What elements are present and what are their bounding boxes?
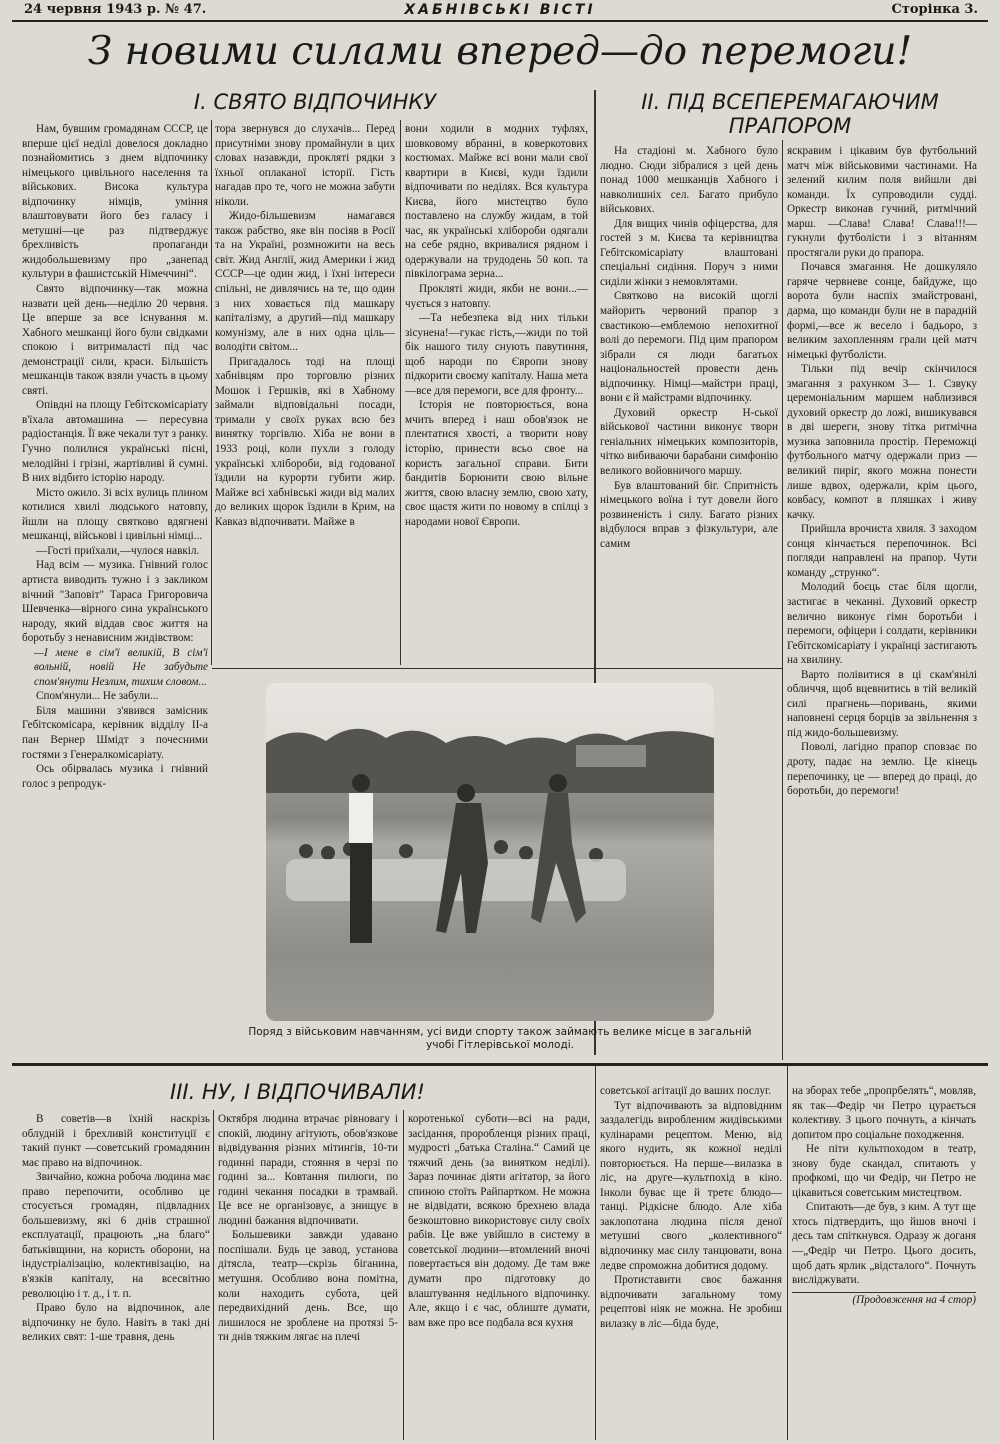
paragraph: На стадіоні м. Хабного було людно. Сюди зібралися з цей день понад 1000 мешканців Хабного і навколишніх сел. Багато прибуло військових. (600, 145, 778, 216)
section-2-column-1 (600, 144, 778, 664)
paragraph: советської агітації до ваших послуг. (600, 1085, 772, 1097)
paragraph: Протиставити своє бажання відпочивати загальному тому рецептові ніяк не можна. Не зробиш вилазку в ліс—біда буде, (600, 1274, 782, 1330)
paragraph: —Та небезпека від них тільки зісунена!—гукає гість,—жиди по той бік нашого тилу снують павутиння, щоб народи по Європи знову підкорити своєму капіталу. Наша мета—все для перемоги, все для фронту... (405, 312, 588, 397)
paragraph: Право було на відпочинок, але відпочинку не було. Навіть в такі дні великих свят: 1-ше травня, день (22, 1302, 210, 1344)
paragraph: Над всім — музика. Гнівний голос артиста виводить тужно і з закликом вічний "Заповіт" Тараса Григоровича Шевченка—вірного сина українського народу, який віддав своє життя на боротьбу з ненависним жидівством: (22, 559, 208, 645)
continuation-note: (Продовження на 4 стор) (792, 1292, 976, 1308)
section-3-column-4 (600, 1084, 782, 1438)
photo-caption: Поряд з військовим навчанням, усі види спорту також займають велике місце в загальній учобі Гітлерівської молоді. (248, 1026, 752, 1051)
issue-date: 24 червня 1943 р. № 47. (24, 2, 207, 17)
section-1-title: І. СВЯТО ВІДПОЧИНКУ (193, 90, 437, 114)
section-1-column-1 (22, 122, 208, 1056)
paragraph: В советів—в їхній наскрізь облудній і брехливій конституції є такий пункт —советський громадянин має право на відпочинок. (22, 1113, 210, 1169)
paragraph: Тільки під вечір скінчилося змагання з рахунком 3— 1. Сзвуку церемоніальним маршем наблизився духовий оркестр до ложі, вишикувався в дві шереги, знову тітка ритмічна музика заповнила простір. Переможці футбольного матчу одержали приз — великий пиріг, якого можна понести лише вдвох, одержали, крім цього, ковбасу, компот в пляшках і живу качку. (787, 363, 977, 521)
paragraph: Поволі, лагідно прапор сповзає по дроту, падає на землю. Це кінець перепочинку, це — вперед до праці, до боротьби, до перемоги! (787, 741, 977, 798)
paragraph: Для вищих чинів офіцерства, для гостей з м. Києва та керівництва Гебітскомісаріату влаштовані спеціальні сидіння. Поруч з ними сиділи жінки з немовлятами. (600, 217, 778, 288)
paragraph: коротенької суботи—всі на ради, засідання, проробленця різних праці, мудрості „батька Сталіна.“ Самий це тяжчий день (за винятком неділі). Зараз починає діяти агітатор, за його спиною стоїть Райпартком. Не можна не відвідати, всякою брехнею влада безкоштовно використовує силу своїх рабів. Це вже увійшло в систему в советської людини—втомлений вночі повертається він додому. Де там вже думати про підготовку до влаштування недільного відпочинку. Але, якщо і є час, облиште думати, вам вже про все подбала вся кухня (408, 1113, 590, 1329)
paragraph: Ось обірвалась музика і гнівний голос з репродук- (22, 763, 208, 790)
sports-photo (266, 683, 714, 1021)
section-2-title: ІІ. ПІД ВСЕПЕРЕМАГАЮЧИМ ПРАПОРОМ (641, 90, 939, 138)
column-divider (213, 1110, 214, 1440)
paragraph: Біля машини з'явився замісник Гебітскомісара, керівник відділу II-а пан Вернер Шмідт з почесними гостями з Генералкомісаріату. (22, 704, 208, 761)
poem-quote: —І мене в сім'ї великій, В сім'ї вольній, новій Не забудьте спом'янути Незлим, тихим словом... (34, 646, 208, 688)
section-3-title: ІІІ. НУ, І ВІДПОЧИВАЛИ! (170, 1080, 425, 1104)
paragraph: Святково на високій щоглі майорить червоний прапор з свастикою—емблемою непохитної волі до перемоги. Під цим прапором зібрали ся люди багатьох національностей провести день відпочинку. Німці—майстри праці, вони є й майстрами відпочинку. (600, 290, 778, 405)
paragraph: Звичайно, кожна робоча людина має право перепочити, особливо це стосується громадян, підвладних большевизму, які 6 днів страшної експлуатації, працюють „на благо“ батьківщини, на користь оборони, на індустріалізацію, колективізацію, на в'язків капіталу, на всесвітню революцію і т. д., і т. п. (22, 1171, 210, 1300)
paragraph: Октября людина втрачає рівновагу і спокій, людину агітують, обов'язкове відвідування різних мітингів, 10-ти годинні паради, стояння в черзі по годині за... Ковтання пилюги, по годині чекання посадки в трамвай. Це все не організовує, а знищує в людині бажання відпочивати. (218, 1113, 398, 1227)
paragraph: Тут відпочивають за відповідним заздалегідь виробленим жидівськими кулінарами рецептом. Меню, від якого нудить, як кожної неділі повторюється. На перше—вилазка в ліс, на друге—культпохід в кіно. Інколи буває ще й третє блюдо—танці. Рідкісне блюдо. Але хіба заклопотана людина після деної метушні свого „колективного“ відпочинку має силу танцювати, вона ледве спроможна добитися додому. (600, 1099, 782, 1272)
paragraph: Свято відпочинку—так можна назвати цей день—неділю 20 червня. Це вперше за все існування м. Хабного мешканці його були свідками спокою і витрималасті під час демонстрації сили, краси. Більшість мешканців також взяли участь в цьому святі. (22, 283, 208, 397)
section-2-column-2 (787, 144, 977, 1056)
paragraph: Почався змагання. Не дошкуляло гаряче червневе сонце, байдуже, що ворота були наспіх змайстровані, дарма, що команди були не в парадній формі,—все ж весело і бадьоро, з великим захопленням грали цей матч німецькі футболісти. (787, 261, 977, 361)
paragraph: на зборах тебе „пропрбелять“, мовляв, як так—Федір чи Петро цурається колективу. З цього почнуть, а кінчать допитом про соціальне походження. (792, 1085, 976, 1141)
paragraph: —Гості приїхали,—чулося навкіл. (36, 544, 200, 557)
paragraph: вони ходили в модних туфлях, шовковому вбранні, в коверкотових костюмах. Майже всі вони мали свої квартири в Києві, куди їздили відпочивати по неділях. Вся культура Києва, його мистецтво було поставлено на службу жидам, в той час, як українські хлібороби одягали на себе рядно, вкривалися рядном і одержували на трудодень 50 коп. та півкілограма зерна... (405, 123, 588, 281)
page-number: Сторінка 3. (891, 2, 978, 17)
section-3-column-5 (792, 1084, 976, 1438)
paragraph: Спитають—де був, з ким. А тут ще хтось підтвердить, що йшов вночі і десь там спіткнувся. Одразу ж доганя—„Федір чи Петро. Цього досить, щоб дать ярлик „відсталого“. Почнуть висліджувати. (792, 1201, 976, 1287)
paragraph: Большевики завжди удавано поспішали. Будь це завод, установа дітясла, театр—скрізь біганина, метушня. Особливо вона помітна, коли находить субота, цей передвихідний день. Все, що лишилося не зроблене на протязі 5-ти днів тяжким лягає на плечі (218, 1229, 398, 1344)
newspaper-name: ХАБНІВСЬКІ ВІСТІ (404, 2, 596, 18)
paragraph: Історія не повторюється, вона мчить вперед і наш обов'язок не плентатися хвості, а творити нову історію, принести всьо свое на користь загальної справи. Бити бандитів Борюнити свою вільне життя, свою власну землю, свою хату, своє щастя жити по новому в спілці з народами нової Європи. (405, 399, 588, 528)
paragraph: яскравим і цікавим був футбольний матч між військовими частинами. На зелений килим поля вийшли дві команди. Їх супроводили судді. Оркестр виконав гучний, ритмічний марш. —Слава! Слава! Слава!!!— гукнули футболісти і з вітанням простягали руки до прапора. (787, 145, 977, 259)
paragraph: Пригадалось тоді на площі хабнівцям про торговлю різних Мошок і Гершків, які в Хабному займали відповідальні посади, тримали у своїх руках всю без винятку торгівлю. Хіба не вони в 1933 році, коли пухли з голоду українські хлібороби, від годованої їздили на курорти губити жир. Майже всі хабнівські жиди від малих до великих щорок їздили в Крим, на Кавказ відпочивати. Майже в (215, 355, 395, 528)
main-headline: З новими силами вперед—до перемоги! (87, 29, 913, 74)
column-divider (782, 140, 783, 1060)
paragraph: Духовий оркестр Н-ської військової частини виконує твори геніальних німецьких композиторів, чітко вибиваючи барабани симфонію великого войовничого маршу. (600, 406, 778, 478)
section-1-column-2 (215, 122, 395, 662)
photo-frame-top (212, 668, 782, 669)
photo-scene (266, 683, 714, 1021)
section-1-column-3 (405, 122, 588, 662)
column-divider (403, 1110, 404, 1440)
paragraph: Молодий боєць стає біля щогли, застигає в чеканні. Духовий оркестр велично виконує гімн боротьби і перемоги, офіцери і солдати, керівники Гебітскомісаріату і українці застигають на хвилину. (787, 581, 977, 667)
paragraph: Варто полівитися в ці скам'янілі обличчя, щоб вцевнитись в тій великій силі прагнень—поривань, якими наповнені серця борців за звільнення з під жидо-большевизму. (787, 668, 977, 739)
column-divider (787, 1066, 788, 1440)
column-divider (595, 1066, 596, 1440)
paragraph: Не піти культпоходом в театр, знову буде скандал, спитають у профкомі, що чи Федір, чи Петро не цікавиться советським мистецтвом. (792, 1143, 976, 1199)
section-3-column-1 (22, 1112, 210, 1438)
paragraph: Спом'янули... Не забули... (36, 690, 159, 703)
paragraph: тора звернувся до слухачів... Перед присутніми знову промайнули в цих словах назавжди, прокляті рядки з їхньої оплаканої історії. Гість нагадав про те, чого не можна забути ніколи. (215, 123, 395, 208)
paragraph: Прокляті жиди, якби не вони...—чується з натовпу. (405, 283, 588, 310)
section-rule (12, 1063, 988, 1066)
column-divider (211, 120, 212, 665)
paragraph: Жидо-більшевизм намагався також рабство, яке він посіяв в Росії та на Україні, розмножити на весь світ. Жид Англії, жид Америки і жид СССР—це один жид, і їхні інтереси спільні, не дивлячись на те, що один з них ховається під машкару капіталізму, а другий—під машкару комунізму, але в них одна ціль—володіти світом... (215, 210, 395, 354)
column-divider (400, 120, 401, 665)
paragraph: Нам, бувшим громадянам СССР, це вперше цієї неділі довелося докладно познайомитись з днем відпочинку німецького цивільного населення та військових. Висока культура відпочинку німців, уміння влаштовувати його без галасу і метушні—це раз підтверджує брехливість пропаганди жидобольшевизму про „занепад культури в фашистській Німеччині“. (22, 123, 208, 281)
paragraph: Місто ожило. Зі всіх вулиць плином котилися хвилі людського натовпу, йшли на площу святково вдягнені мешканці, військові і цивільні німці... (22, 486, 208, 543)
paragraph: Був влаштований біг. Спритність німецького воїна і тут довели його розвиненість і силу. Багато різних відбулося вправ з фізкультури, але самим (600, 479, 778, 550)
section-3-column-2 (218, 1112, 398, 1438)
paragraph: Прийшла врочиста хвиля. З заходом сонця кінчається перепочинок. Всі погляди направлені на прапор. Чути команду „струнко“. (787, 523, 977, 579)
header-rule (12, 20, 988, 22)
paragraph: Опівдні на площу Гебітскомісаріату в'їхала автомашина — пересувна радіостанція. Її вже чекали тут з ранку. Гучно полилися українські пісні, мелодійні і грізні, жартівливі й сумні. В них відбито історію народу. (22, 399, 208, 485)
section-3-column-3 (408, 1112, 590, 1438)
